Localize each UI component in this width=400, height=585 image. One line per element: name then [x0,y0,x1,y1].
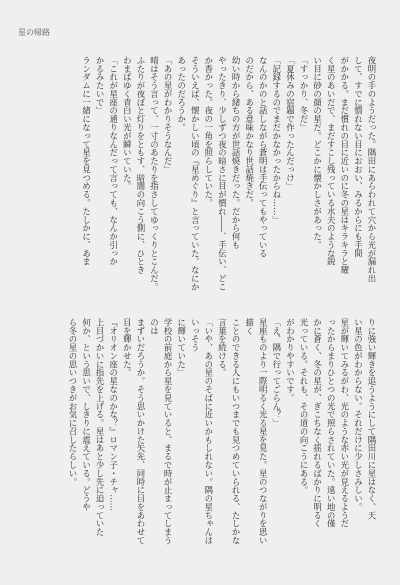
text-line: ふたりが夜ぼと灯りをともす、暗闇の向こう側に、ひとき [135,56,146,275]
text-line: わまばゆく青白い光が瞬いていた。 [122,56,133,191]
text-line: 何か、という思いで、しきりに震えている。どうや [81,318,92,511]
text-line: く星のあいだで、まだすこし残っている水夫のような鋭 [326,56,337,266]
text-line: い星の色がわからない。それだけに少しさみしい。 [353,318,364,511]
text-line: かに蒼く、冬の星が、ぎこちなく揺れるばかりに明るく [312,318,323,528]
text-line: そういえば、懐かしい頃の『星めぐり』と言っていた。なにか [190,56,201,291]
text-line: か香かった。夜の一角を照らしていた。 [203,56,214,208]
text-line: まずいだろうか。そう思いかけた矢先、同時に目をあわせて [135,318,146,545]
text-line: 『オリオン座の星なのかな？』ロマン子・チャ…… [108,318,119,511]
text-line: に輝いていた」 [176,318,187,377]
text-line: 幼い時から緒ちの方が世話焼きだった。だから何も [231,56,242,249]
text-line: 目を輝かせた。 [122,318,133,377]
text-line: ランダムに一緒になって星を見つめる。たしかに、あま [81,56,92,266]
bottom-text-block [38,318,378,550]
text-line: 晴はそう言って、一寸のあたりを指さしてゆっくりとこんだ。 [149,56,160,291]
text-line: 言葉を続ける。 [217,318,228,377]
text-line: りに強い輝きを追うようにして隅田川に星はなく、天 [367,318,377,520]
text-line: かるみたいで」 [95,56,106,115]
text-line: 光っている。それも、その道の向こうにある。 [299,318,310,495]
text-line: 「すっかり、冬だ」 [299,56,310,132]
top-text-block [38,56,378,292]
text-line: ことのできる人にもいつまでも見つめていられる、たしかな [231,318,242,545]
text-line: ら冬の星の思いつきがお気に召したらしい。 [67,318,78,486]
text-line: 星が輝いてみるがわ、光のような赤い光が見えるようだ [339,318,350,528]
text-line: 「あの星がわかりそうなんだ」 [163,56,174,174]
text-line: やったきり、少しずつ夜の暗さに目が慣れ――、手伝い、どこ [217,56,228,291]
text-line: なんのかのと話しながら蒼明は手伝ってもやっている [258,56,269,258]
text-line: 学校の前庭から星を見ていると、まるで時が止まってしまうのは [149,318,174,545]
text-line: い目に砂の顔の星だ。どこかに懐かしさがあった。 [312,56,323,249]
text-line: のだから、ある意味かなり世話焼きだ。 [244,56,255,208]
text-line: 「これが星座の通りなんだって言っても、なんか引っか [108,56,119,266]
text-line: ったからまりひとつの光で照らされていた。遠い地の僅 [326,318,337,528]
text-line: 「いや、あの星のそばに近いかもしれない。隅の星ちゃんはいっそう [190,318,214,545]
text-line: 「え、隅で行ってごらん？」 [271,318,282,428]
text-line: 「記録するのでまだかなかったからね……」 [271,56,282,224]
text-line: して、すでに慣れない目におおい、みるからにも手間 [353,56,364,258]
running-title: 星の帰路 [18,28,50,37]
text-line: 夜明の手のようだった。隅田にあらわれて穴から光が漏れ出 [367,56,377,283]
text-line: 星座ものより一際明るく光る星を見た。星のつながりを思い描く [244,318,269,545]
text-line: 上目づかいに指先を上げる。星はあと少し先に迫っていた [95,318,106,537]
text-line: あったのだろうか。 [176,56,187,132]
text-line: 「夏休みの宿題で作ったんだっけ」 [285,56,296,191]
text-line: がかかる。まだ慣れの目に近いのに冬の星はキラキラと耀 [339,56,350,275]
text-line: がわかりやすいです。 [285,318,296,402]
